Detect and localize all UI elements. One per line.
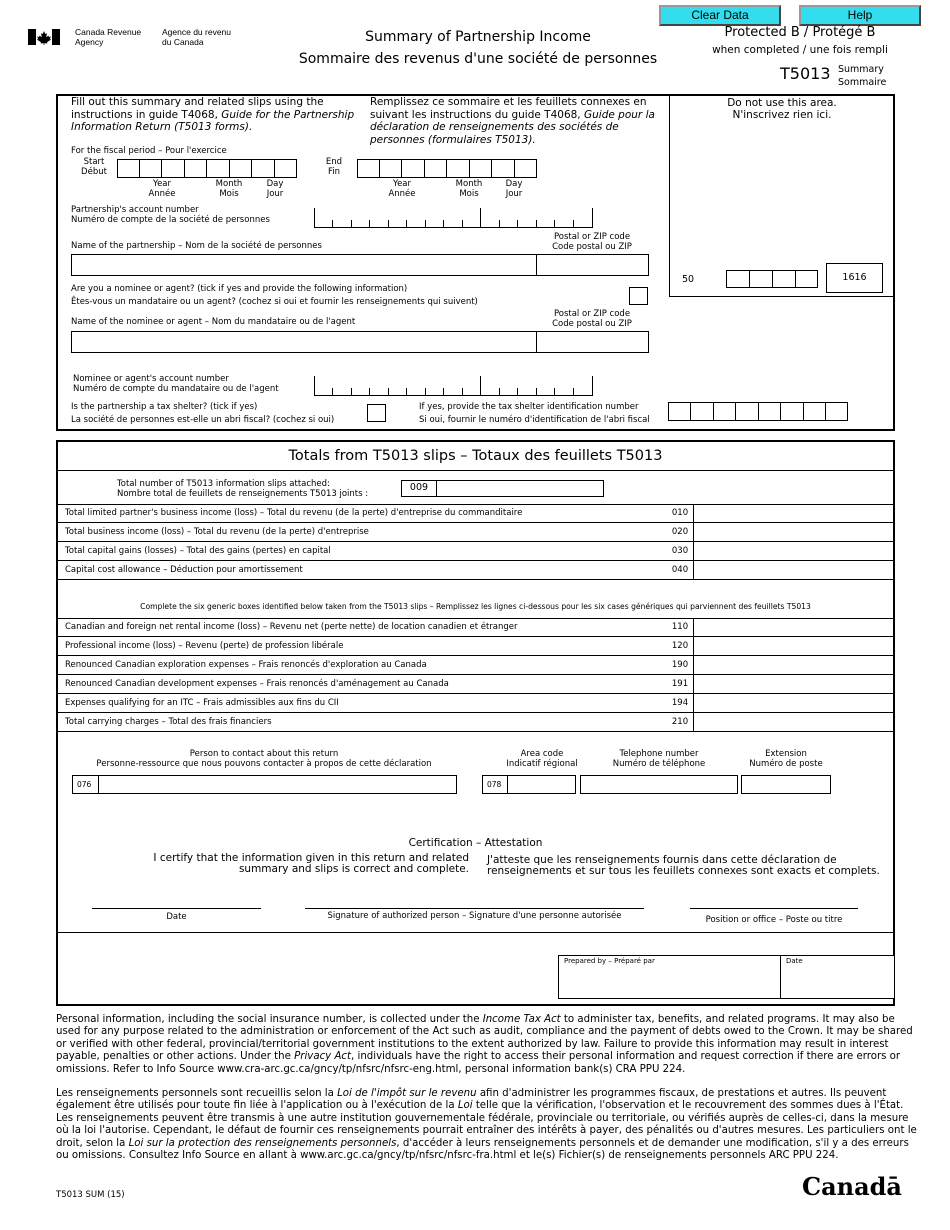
fiscal-period-label: For the fiscal period – Pour l'exercice <box>71 146 227 156</box>
amount-input-190[interactable] <box>693 656 894 675</box>
end-label: End Fin <box>325 157 343 177</box>
amount-input-120[interactable] <box>693 637 894 656</box>
help-button[interactable]: Help <box>799 5 921 26</box>
table-row: Renounced Canadian development expenses – Frais renoncés d'aménagement au Canada 191 <box>57 675 894 694</box>
nominee-postal-input[interactable] <box>536 331 649 353</box>
table-row: Total capital gains (losses) – Total des gains (pertes) en capital 030 <box>57 542 894 561</box>
totals-rows-1 <box>57 504 894 580</box>
amount-input-110[interactable] <box>693 618 894 637</box>
extension-input[interactable] <box>741 775 831 794</box>
slip-count-label: Total number of T5013 information slips attached: Nombre total de feuillets de renseignements T5013 joints : <box>117 479 369 499</box>
privacy-text-run: Income Tax Act <box>482 1014 561 1025</box>
privacy-notice-en <box>56 1014 916 1076</box>
privacy-text-run: telle que la vérification, l'observation et le recouvrement des sommes dues à l'État. Les renseignements peuvent être transmis à une autre institution gouvernementale fédérale, provinciale ou territoriale, ou vérifiés auprès de celles-ci, dans la mesure où la loi l'autorise. Cependant, le défaut de fournir ces renseignements pourrait entraîner des intérêts à payer, des pénalités ou d'autres mesures. Les particuliers ont le droit, selon la <box>56 1100 917 1149</box>
office-code-1616: 1616 <box>842 272 867 283</box>
signature-line[interactable] <box>305 908 644 909</box>
form-code: T5013 <box>780 64 831 83</box>
privacy-text-run: , individuals have the right to access their personal information and request correction if there are errors or omissions. Refer to Info Source www.cra-arc.gc.ca/gncy/tp/nfsrc/nfsrc-eng.html, personal information bank(s) CRA PPU 224. <box>56 1051 901 1075</box>
slip-count-code: 009 <box>409 482 429 493</box>
privacy-text-run: Loi sur la protection des renseignements personnels <box>128 1137 397 1149</box>
totals-rows-2 <box>57 618 894 732</box>
form-title-en: Summary of Partnership Income <box>365 29 591 45</box>
privacy-text-run: Loi de l'impôt sur le revenu <box>337 1088 477 1099</box>
amount-input-020[interactable] <box>693 523 894 542</box>
partnership-name-input[interactable] <box>71 254 537 276</box>
table-row: Total limited partner's business income (loss) – Total du revenu (de la perte) d'entreprise du commanditaire 010 <box>57 504 894 523</box>
nominee-account-input[interactable] <box>314 376 593 396</box>
signature-label: Signature of authorized person – Signature d'une personne autorisée <box>327 911 622 921</box>
partnership-postal-input[interactable] <box>536 254 649 276</box>
table-row: Renounced Canadian exploration expenses – Frais renoncés d'exploration au Canada 190 <box>57 656 894 675</box>
privacy-text-run: Privacy Act <box>294 1051 352 1063</box>
office-use-en: Do not use this area. <box>727 97 837 109</box>
area-code-label: Area code Indicatif régional <box>506 749 578 769</box>
table-row: Capital cost allowance – Déduction pour amortissement 040 <box>57 561 894 580</box>
contact-person-input[interactable] <box>72 775 457 794</box>
clear-data-button[interactable]: Clear Data <box>659 5 781 26</box>
position-line[interactable] <box>690 908 858 909</box>
contact-code-078: 078 <box>487 780 502 789</box>
end-day-label: Day Jour <box>505 179 523 199</box>
privacy-text-run: Loi <box>457 1100 473 1112</box>
nominee-question: Are you a nominee or agent? (tick if yes and provide the following information) Êtes-vous un mandataire ou un agent? (cochez si oui et fournir les renseignements qui suivent) <box>71 284 478 307</box>
end-date-input[interactable] <box>357 159 537 178</box>
amount-input-210[interactable] <box>693 713 894 732</box>
extension-label: Extension Numéro de poste <box>749 749 823 769</box>
form-identifier: T5013 SUM (15) <box>56 1190 125 1200</box>
partnership-name-label: Name of the partnership – Nom de la société de personnes <box>71 241 322 251</box>
prepared-date-label: Date <box>786 957 803 965</box>
table-row: Total carrying charges – Total des frais financiers 210 <box>57 713 894 732</box>
nominee-account-label: Nominee or agent's account number Numéro de compte du mandataire ou de l'agent <box>73 374 279 394</box>
contact-code-076: 076 <box>77 780 92 789</box>
summary-label-en: Summary <box>838 64 884 75</box>
nominee-postal-label: Postal or ZIP code Code postal ou ZIP <box>552 309 632 329</box>
start-day-label: Day Jour <box>266 179 284 199</box>
instructions-en: Fill out this summary and related slips using the instructions in guide T4068, Guide for the Partnership Information Return (T5013 forms). <box>71 96 355 133</box>
protected-label: Protected B / Protégé B <box>724 25 876 40</box>
nominee-name-label: Name of the nominee or agent – Nom du mandataire ou de l'agent <box>71 317 356 327</box>
office-divider-v <box>669 95 670 297</box>
office-code-50: 50 <box>682 274 695 285</box>
totals-title: Totals from T5013 slips – Totaux des feuillets T5013 <box>288 448 663 464</box>
canada-wordmark: Canadā <box>802 1172 902 1201</box>
privacy-text-run: afin d'administrer les programmes fiscaux, de prestations et autres. Ils peuvent également être utilisés pour toute fin liée à l'application ou à l'exécution de la <box>56 1088 887 1112</box>
office-divider-h <box>669 296 894 297</box>
end-month-label: Month Mois <box>455 179 483 199</box>
instructions-fr: Remplissez ce sommaire et les feuillets connexes en suivant les instructions du guide T4068, Guide pour la déclaration de renseignements des sociétés de personnes (formulaires T5013). <box>370 96 655 146</box>
phone-input[interactable] <box>580 775 738 794</box>
partnership-account-input[interactable] <box>314 208 593 228</box>
when-completed-label: when completed / une fois rempli <box>712 44 888 56</box>
privacy-text-run: Les renseignements personnels sont recueillis selon la <box>56 1088 338 1099</box>
table-row: Professional income (loss) – Revenu (perte) de profession libérale 120 <box>57 637 894 656</box>
partnership-postal-label: Postal or ZIP code Code postal ou ZIP <box>552 232 632 252</box>
tax-shelter-question: Is the partnership a tax shelter? (tick if yes) La société de personnes est-elle un abri fiscal? (cochez si oui) <box>71 402 335 425</box>
privacy-text-run: , d'accéder à leurs renseignements personnels et de demander une modification, s'il y a des erreurs ou omissions. Consultez Info Source en allant à www.arc.gc.ca/gncy/tp/nfsrc/nfsrc-fra.html et le(s) Fichier(s) de renseignements personnels ARC PPU 224. <box>56 1137 909 1162</box>
nominee-name-input[interactable] <box>71 331 537 353</box>
table-row: Canadian and foreign net rental income (loss) – Revenu net (perte nette) de location canadien et étranger 110 <box>57 618 894 637</box>
table-row: Total business income (loss) – Total du revenu (de la perte) d'entreprise 020 <box>57 523 894 542</box>
privacy-notice-fr <box>56 1088 922 1162</box>
date-signature-line[interactable] <box>92 908 261 909</box>
agency-name-en: Canada Revenue Agency <box>75 27 142 47</box>
table-row: Expenses qualifying for an ITC – Frais admissibles aux fins du CII 194 <box>57 694 894 713</box>
agency-name-fr: Agence du revenu du Canada <box>162 27 231 47</box>
start-label: Start Début <box>81 157 107 177</box>
prepared-by-label: Prepared by – Préparé par <box>564 957 655 965</box>
certification-fr: J'atteste que les renseignements fournis dans cette déclaration de renseignements et sur tous les feuillets connexes sont exacts et complets. <box>487 854 880 877</box>
start-year-label: Year Année <box>148 179 176 199</box>
certification-en: I certify that the information given in this return and related summary and slips is correct and complete. <box>153 852 469 875</box>
tax-shelter-checkbox[interactable] <box>367 404 386 422</box>
phone-label: Telephone number Numéro de téléphone <box>612 749 706 769</box>
partnership-account-label: Partnership's account number Numéro de compte de la société de personnes <box>71 205 270 225</box>
start-month-label: Month Mois <box>215 179 243 199</box>
amount-input-030[interactable] <box>693 542 894 561</box>
position-label: Position or office – Poste ou titre <box>705 915 843 925</box>
generic-boxes-note: Complete the six generic boxes identified below taken from the T5013 slips – Remplissez les lignes ci-dessous pour les six cases génériques qui parviennent des feuillets T5013 <box>140 602 811 611</box>
nominee-checkbox[interactable] <box>629 287 648 305</box>
start-date-input[interactable] <box>117 159 297 178</box>
end-year-label: Year Année <box>388 179 416 199</box>
summary-label-fr: Sommaire <box>838 77 887 88</box>
canada-flag-icon <box>28 29 60 45</box>
amount-input-194[interactable] <box>693 694 894 713</box>
contact-person-label: Person to contact about this return Personne-ressource que nous pouvons contacter à propos de cette déclaration <box>96 749 432 769</box>
certification-title: Certification – Attestation <box>408 837 543 849</box>
amount-input-010[interactable] <box>693 504 894 523</box>
privacy-text-run: Personal information, including the social insurance number, is collected under the <box>56 1014 483 1025</box>
amount-input-040[interactable] <box>693 561 894 580</box>
amount-input-191[interactable] <box>693 675 894 694</box>
office-use-fr: N'inscrivez rien ici. <box>732 109 832 121</box>
form-title-fr: Sommaire des revenus d'une société de personnes <box>298 51 658 67</box>
date-label: Date <box>166 912 187 922</box>
tax-shelter-id-label: If yes, provide the tax shelter identification number Si oui, fournir le numéro d'identification de l'abri fiscal <box>419 402 650 425</box>
privacy-text-run: to administer tax, benefits, and related programs. It may also be used for any purpose related to the administration or enforcement of the Act such as audit, compliance and the payment of debts owed to the Crown. It may be shared or verified with other federal, provincial/territorial government institutions to the extent authorized by law. Failure to provide this information may result in interest payable, penalties or other actions. Under the <box>56 1014 913 1063</box>
